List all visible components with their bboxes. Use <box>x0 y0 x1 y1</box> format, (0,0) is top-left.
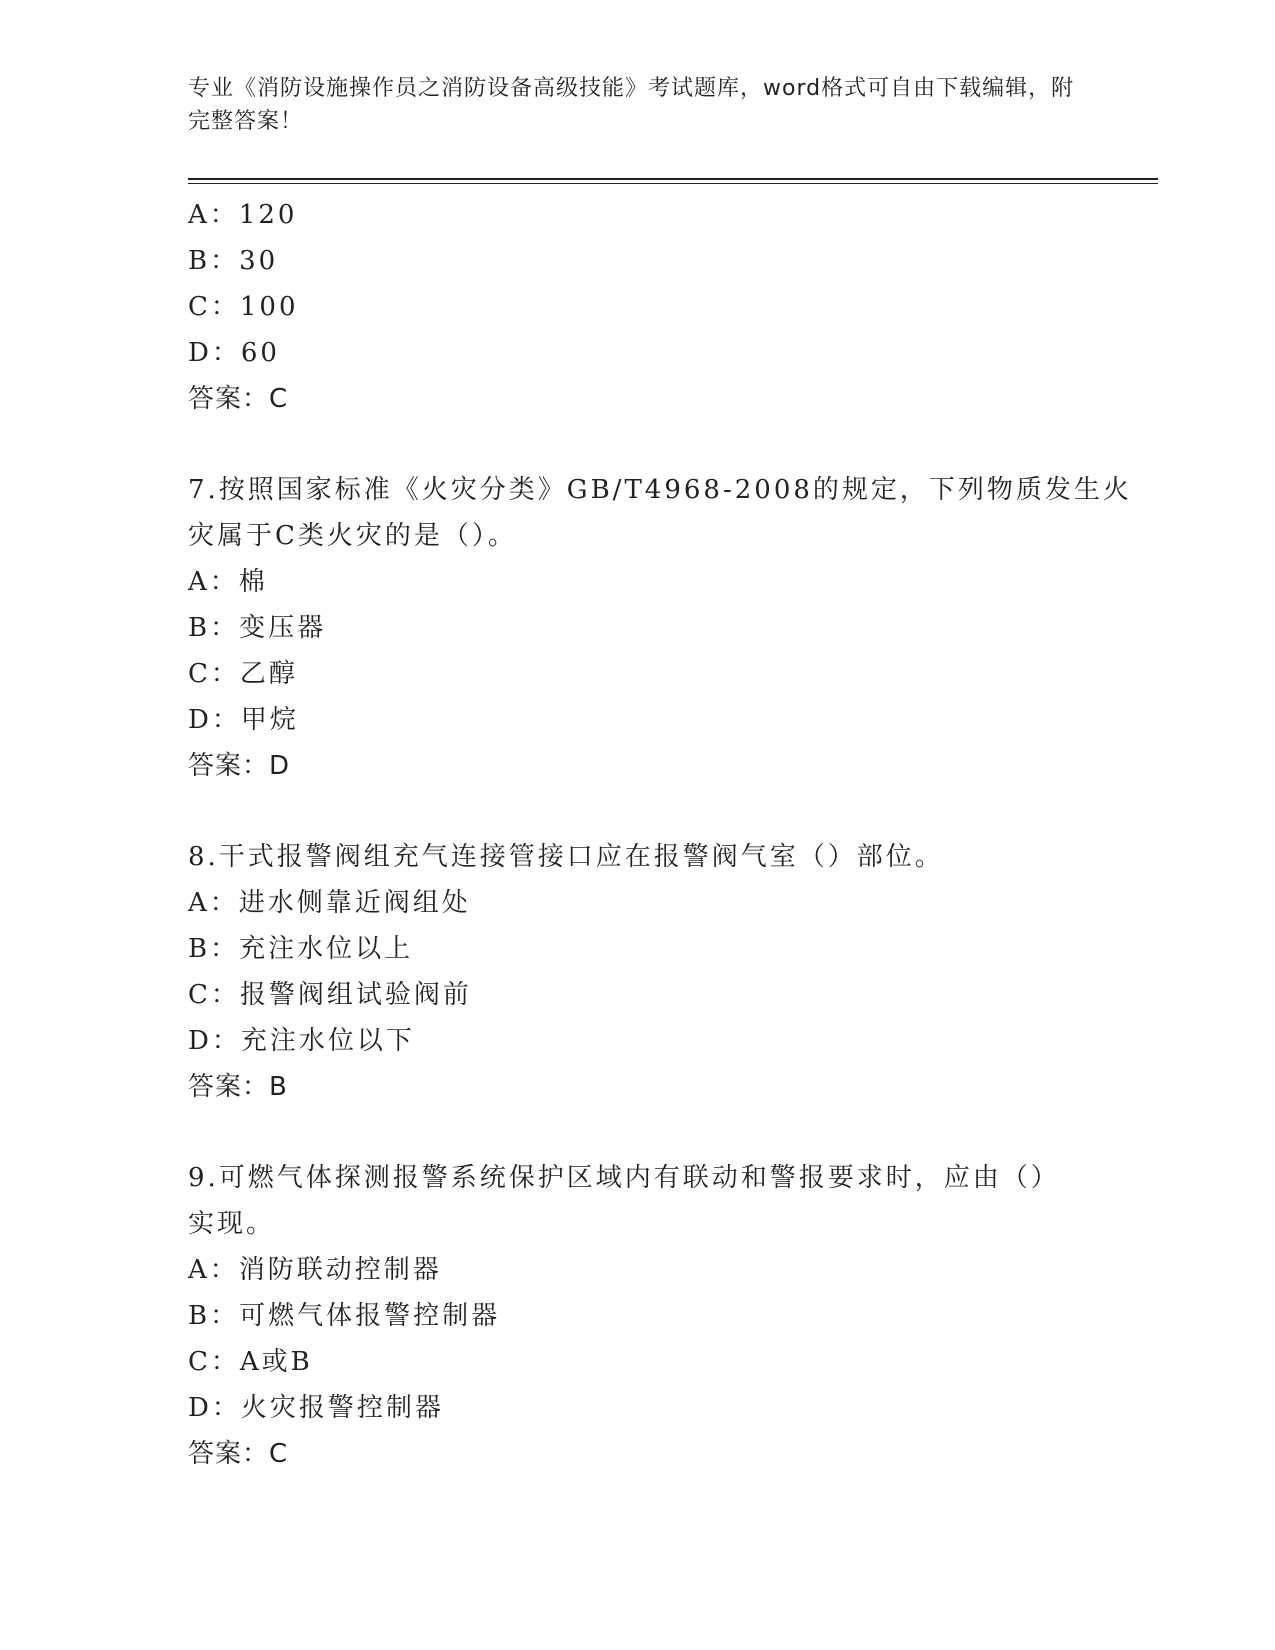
question-list <box>188 192 1148 1477</box>
answer: 答案：C <box>188 384 289 414</box>
option-d: D：充注水位以下 <box>188 1026 415 1056</box>
option-a: A：120 <box>188 200 298 230</box>
question-text-cont: 灾属于C类火灾的是（）。 <box>188 521 517 551</box>
option-d: D：甲烷 <box>188 705 299 735</box>
option-b: B：可燃气体报警控制器 <box>188 1301 501 1331</box>
option-b: B：30 <box>188 246 279 276</box>
question-text: 8.干式报警阀组充气连接管接口应在报警阀气室（）部位。 <box>188 842 944 872</box>
header-rule-thin <box>188 183 1158 184</box>
question-7 <box>188 467 1148 789</box>
question-text: 9.可燃气体探测报警系统保护区域内有联动和警报要求时，应由（） <box>188 1163 1060 1193</box>
option-d: D：60 <box>188 338 280 368</box>
option-c: C：100 <box>188 292 299 322</box>
option-a: A：进水侧靠近阀组处 <box>188 888 471 918</box>
answer: 答案：C <box>188 1439 289 1469</box>
option-c: C：报警阀组试验阀前 <box>188 980 472 1010</box>
answer: 答案：B <box>188 1072 288 1102</box>
header-rule <box>188 178 1158 180</box>
option-c: C：乙醇 <box>188 659 298 689</box>
question-8 <box>188 834 1148 1110</box>
page-header: 专业《消防设施操作员之消防设备高级技能》考试题库，word格式可自由下载编辑，附完整答案！ <box>188 76 1075 134</box>
question-9 <box>188 1155 1148 1477</box>
option-d: D：火灾报警控制器 <box>188 1393 444 1423</box>
question-text-cont: 实现。 <box>188 1209 276 1239</box>
option-a: A：消防联动控制器 <box>188 1255 442 1285</box>
option-c: C：A或B <box>188 1347 313 1377</box>
option-b: B：充注水位以上 <box>188 934 414 964</box>
question-text: 7.按照国家标准《火灾分类》GB/T4968-2008的规定，下列物质发生火 <box>188 475 1132 505</box>
option-a: A：棉 <box>188 567 268 597</box>
answer: 答案：D <box>188 751 291 781</box>
question-6-tail <box>188 192 1148 422</box>
option-b: B：变压器 <box>188 613 327 643</box>
